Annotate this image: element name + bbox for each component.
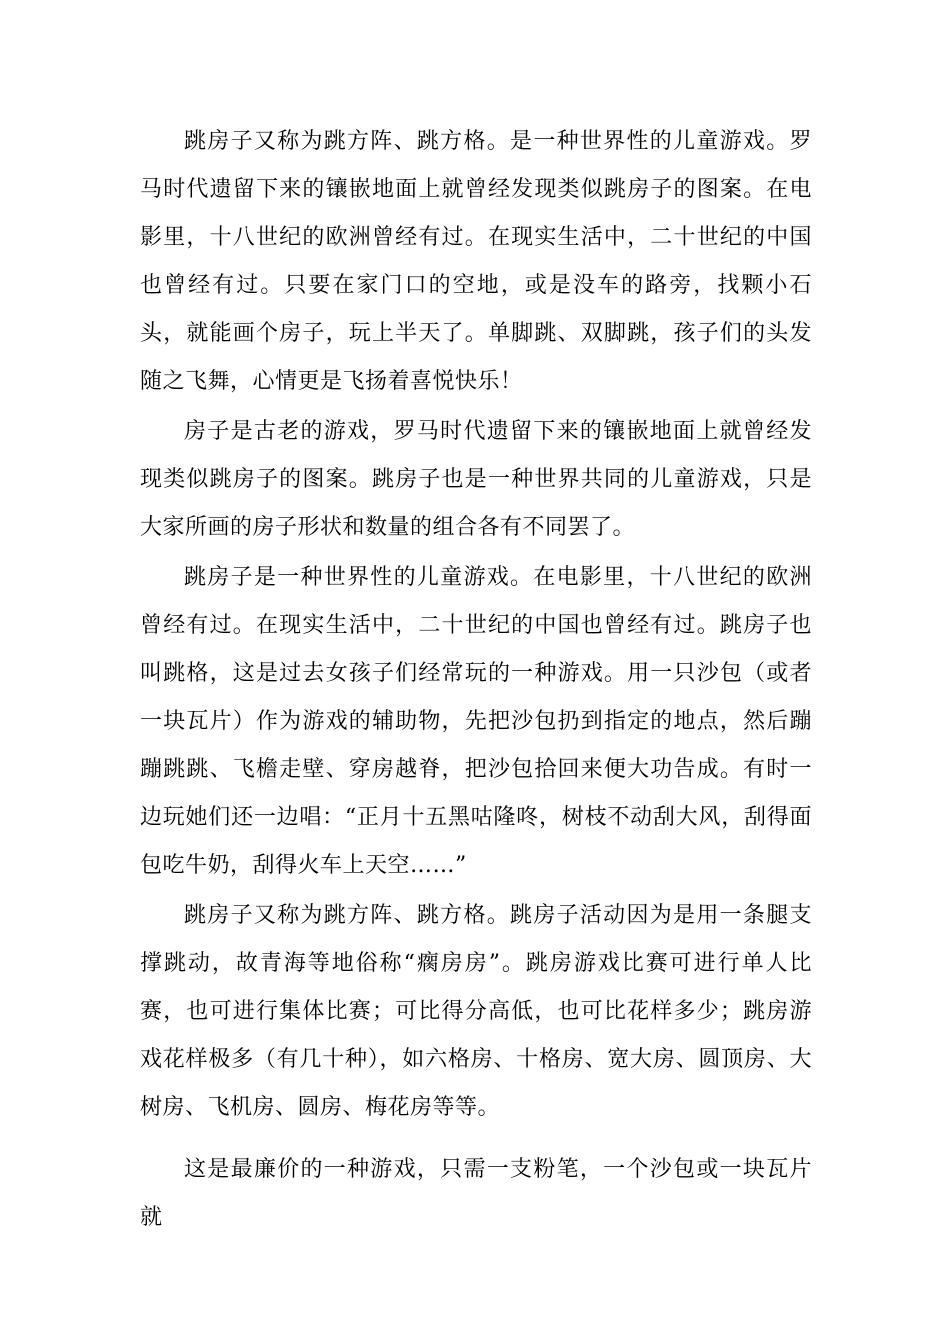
paragraph-5: 这是最廉价的一种游戏，只需一支粉笔，一个沙包或一块瓦片就 <box>140 1157 812 1230</box>
paragraph-2: 房子是古老的游戏，罗马时代遗留下来的镶嵌地面上就曾经发现类似跳房子的图案。跳房子也是一种世界共同的儿童游戏，只是大家所画的房子形状和数量的组合各有不同罢了。 <box>140 419 812 540</box>
document-body <box>140 118 812 1242</box>
paragraph-1: 跳房子又称为跳方阵、跳方格。是一种世界性的儿童游戏。罗马时代遗留下来的镶嵌地面上就曾经发现类似跳房子的图案。在电影里，十八世纪的欧洲曾经有过。在现实生活中，二十世纪的中国也曾经有过。只要在家门口的空地，或是没车的路旁，找颗小石头，就能画个房子，玩上半天了。单脚跳、双脚跳，孩子们的头发随之飞舞，心情更是飞扬着喜悦快乐！ <box>140 129 812 394</box>
paragraph-4: 跳房子又称为跳方阵、跳方格。跳房子活动因为是用一条腿支撑跳动，故青海等地俗称“瘸房房”。跳房游戏比赛可进行单人比赛，也可进行集体比赛；可比得分高低，也可比花样多少；跳房游戏花样极多（有几十种），如六格房、十格房、宽大房、圆顶房、大树房、飞机房、圆房、梅花房等等。 <box>140 903 812 1120</box>
paragraph-3: 跳房子是一种世界性的儿童游戏。在电影里，十八世纪的欧洲曾经有过。在现实生活中，二十世纪的中国也曾经有过。跳房子也叫跳格，这是过去女孩子们经常玩的一种游戏。用一只沙包（或者一块瓦片）作为游戏的辅助物，先把沙包扔到指定的地点，然后蹦蹦跳跳、飞檐走壁、穿房越脊，把沙包拾回来便大功告成。有时一边玩她们还一边唱：“正月十五黑咕隆咚，树枝不动刮大风，刮得面包吃牛奶，刮得火车上天空……” <box>140 565 812 878</box>
